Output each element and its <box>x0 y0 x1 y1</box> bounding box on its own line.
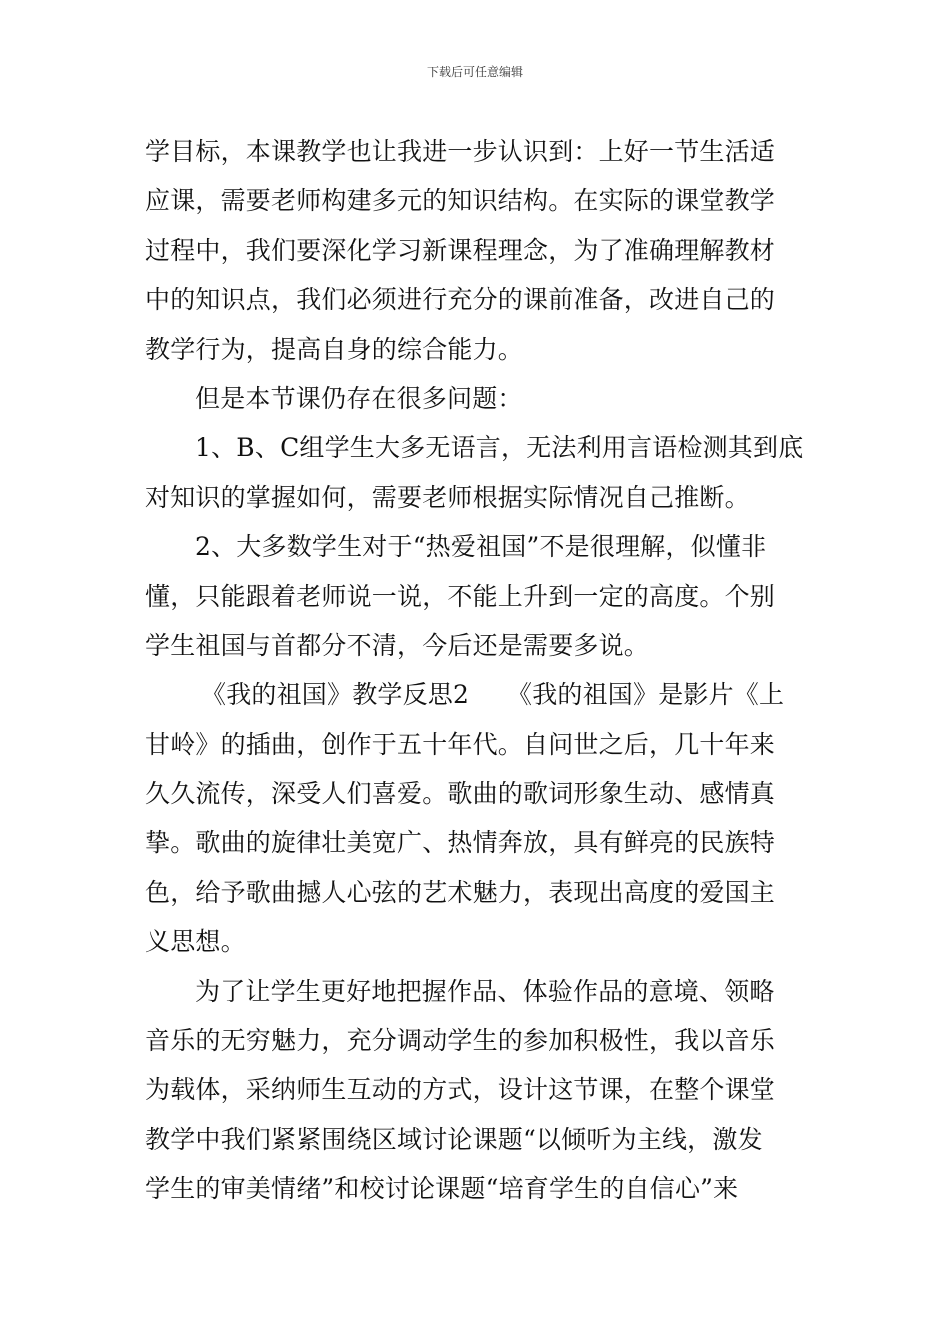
text-line: 挚。歌曲的旋律壮美宽广、热情奔放，具有鲜亮的民族特 <box>145 828 776 858</box>
text-line: 为了让学生更好地把握作品、体验作品的意境、领略 <box>195 976 775 1006</box>
text-line: 应课，需要老师构建多元的知识结构。在实际的课堂教学 <box>145 186 776 216</box>
text-line: 学生祖国与首都分不清，今后还是需要多说。 <box>145 630 650 660</box>
text-line: 音乐的无穷魅力，充分调动学生的参加积极性，我以音乐 <box>145 1026 776 1056</box>
text-line: 教学中我们紧紧围绕区域讨论课题“以倾听为主线，激发 <box>145 1124 763 1154</box>
text-line: 《我的祖国》教学反思2 《我的祖国》是影片《上 <box>201 680 785 710</box>
text-line: 过程中，我们要深化学习新课程理念，为了准确理解教材 <box>145 235 776 265</box>
text-line: 久久流传，深受人们喜爱。歌曲的歌词形象生动、感情真 <box>145 779 776 809</box>
text-line: 甘岭》的插曲，创作于五十年代。自问世之后，几十年来 <box>145 729 776 759</box>
text-line: 教学行为，提高自身的综合能力。 <box>145 334 524 364</box>
text-line: 懂，只能跟着老师说一说，不能上升到一定的高度。个别 <box>145 581 776 611</box>
text-line: 义思想。 <box>145 927 246 957</box>
text-line: 色，给予歌曲撼人心弦的艺术魅力，表现出高度的爱国主 <box>145 877 776 907</box>
text-line: 2、大多数学生对于“热爱祖国”不是很理解，似懂非 <box>195 532 767 562</box>
text-line: 对知识的掌握如何，需要老师根据实际情况自己推断。 <box>145 482 750 512</box>
text-line: 1、B、C组学生大多无语言，无法利用言语检测其到底 <box>195 433 804 463</box>
text-line: 为载体，采纳师生互动的方式，设计这节课，在整个课堂 <box>145 1075 776 1105</box>
page-header: 下载后可任意编辑 <box>426 65 523 79</box>
text-line: 中的知识点，我们必须进行充分的课前准备，改进自己的 <box>145 285 776 315</box>
text-line: 学生的审美情绪”和校讨论课题“培育学生的自信心”来 <box>145 1174 739 1204</box>
text-line: 但是本节课仍存在很多问题： <box>195 383 523 413</box>
document-body <box>145 127 810 1214</box>
text-line: 学目标，本课教学也让我进一步认识到：上好一节生活适 <box>145 137 776 166</box>
